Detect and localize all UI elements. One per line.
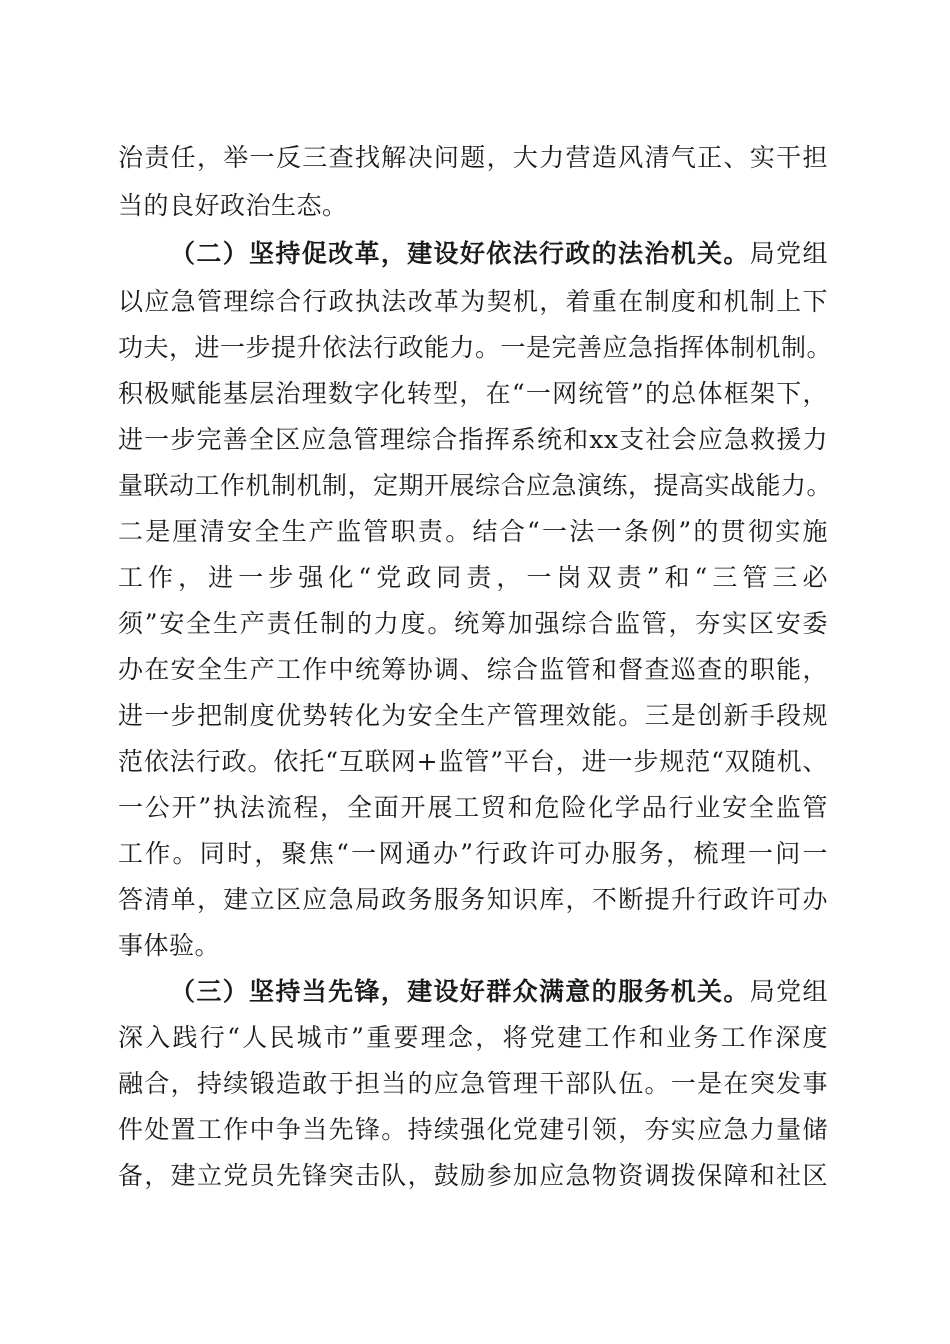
text-line	[118, 512, 828, 552]
text-line	[118, 788, 828, 828]
text-line	[118, 420, 828, 460]
text-segment: 深入践行“人民城市”重要理念，将党建工作和业务工作深度	[118, 1023, 828, 1052]
text-segment: 积极赋能基层治理数字化转型，在“一网统管”的总体框架下，	[118, 379, 828, 408]
text-line	[170, 972, 828, 1012]
text-line	[118, 558, 828, 598]
text-segment: 范依法行政。依托“互联网+监管”平台，进一步规范“双随机、	[118, 747, 828, 776]
text-segment: 融合，持续锻造敢于担当的应急管理干部队伍。一是在突发事	[118, 1069, 828, 1098]
text-line	[118, 650, 828, 690]
text-line	[118, 1156, 828, 1196]
text-segment: 局党组	[749, 239, 828, 268]
text-segment: 办在安全生产工作中统筹协调、综合监管和督查巡查的职能，	[118, 655, 828, 684]
text-line	[118, 1064, 828, 1104]
text-segment: 进一步完善全区应急管理综合指挥系统和xx支社会应急救援力	[118, 425, 828, 454]
text-segment: 件处置工作中争当先锋。持续强化党建引领，夯实应急力量储	[118, 1115, 828, 1144]
text-line	[118, 138, 828, 178]
text-line	[118, 374, 828, 414]
text-segment: 工作。同时，聚焦“一网通办”行政许可办服务，梳理一问一	[118, 839, 828, 868]
text-line	[118, 834, 828, 874]
text-line	[118, 186, 828, 226]
text-segment: 治责任，举一反三查找解决问题，大力营造风清气正、实干担	[118, 143, 828, 172]
text-line	[118, 742, 828, 782]
text-segment: 须”安全生产责任制的力度。统筹加强综合监管，夯实区安委	[118, 609, 828, 638]
text-segment: 功夫，进一步提升依法行政能力。一是完善应急指挥体制机制。	[118, 333, 833, 362]
text-segment: 事体验。	[118, 931, 221, 960]
text-line	[118, 328, 833, 368]
text-segment: 二是厘清安全生产监管职责。结合“一法一条例”的贯彻实施	[118, 517, 828, 546]
section-heading: （三）坚持当先锋，建设好群众满意的服务机关。	[170, 977, 750, 1006]
text-line	[118, 1110, 828, 1150]
section-heading: （二）坚持促改革，建设好依法行政的法治机关。	[170, 239, 750, 268]
text-segment: 当的良好政治生态。	[118, 191, 348, 220]
text-segment: 答清单，建立区应急局政务服务知识库，不断提升行政许可办	[118, 885, 828, 914]
text-line	[118, 1018, 828, 1058]
text-line	[170, 234, 828, 274]
text-line	[118, 696, 828, 736]
text-line	[118, 604, 828, 644]
text-segment: 工作，进一步强化“党政同责，一岗双责”和“三管三必	[118, 563, 828, 592]
text-segment: 量联动工作机制机制，定期开展综合应急演练，提高实战能力。	[118, 471, 833, 500]
text-line	[118, 880, 828, 920]
text-line	[118, 282, 828, 322]
text-line	[118, 926, 828, 966]
text-segment: 一公开”执法流程，全面开展工贸和危险化学品行业安全监管	[118, 793, 828, 822]
text-segment: 进一步把制度优势转化为安全生产管理效能。三是创新手段规	[118, 701, 828, 730]
text-segment: 以应急管理综合行政执法改革为契机，着重在制度和机制上下	[118, 287, 828, 316]
text-line	[118, 466, 833, 506]
text-segment: 局党组	[749, 977, 828, 1006]
text-segment: 备，建立党员先锋突击队，鼓励参加应急物资调拨保障和社区	[118, 1161, 828, 1190]
